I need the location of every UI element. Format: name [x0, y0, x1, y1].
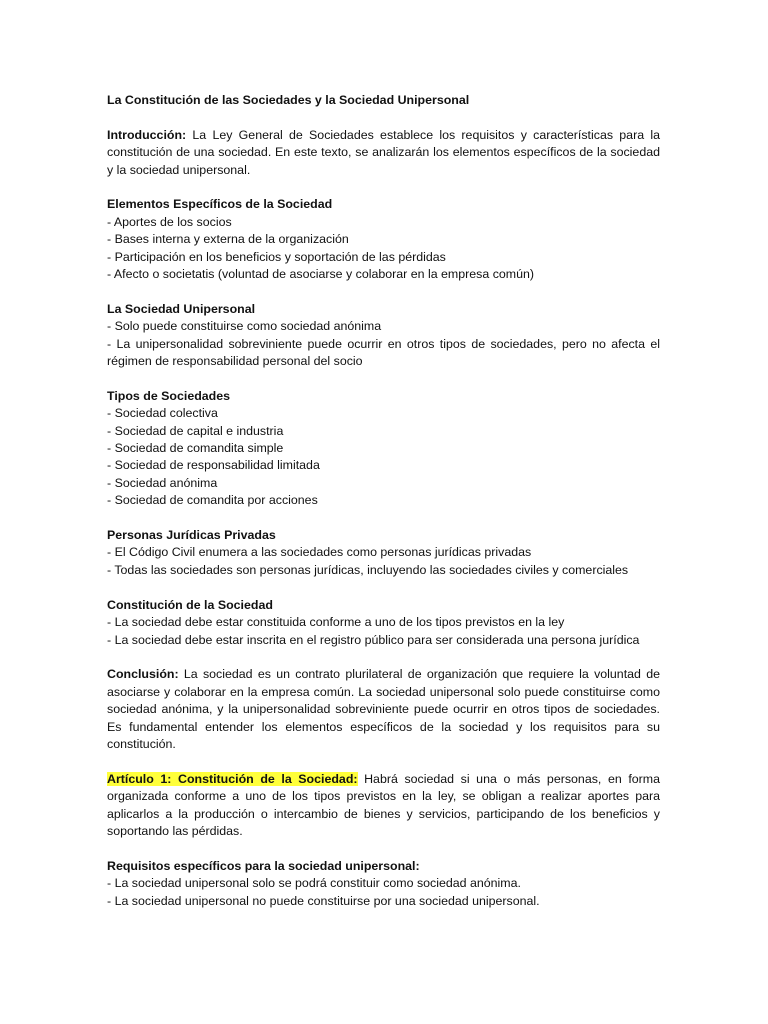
- constitucion-section: [107, 597, 660, 649]
- list-item: - Sociedad de comandita por acciones: [107, 493, 318, 508]
- list-item: - La sociedad unipersonal no puede constituirse por una sociedad unipersonal.: [107, 893, 540, 908]
- conclusion-paragraph: [107, 666, 660, 753]
- list-item: - La unipersonalidad sobreviniente puede ocurrir en otros tipos de sociedades, pero no afecta el régimen de responsabilidad personal del socio: [107, 336, 660, 369]
- articulo-lead-highlighted: Artículo 1: Constitución de la Sociedad:: [107, 771, 358, 786]
- list-item: - Sociedad colectiva: [107, 406, 218, 421]
- elementos-heading: Elementos Específicos de la Sociedad: [107, 197, 333, 212]
- requisitos-heading: Requisitos específicos para la sociedad unipersonal:: [107, 858, 420, 873]
- list-item: - Solo puede constituirse como sociedad anónima: [107, 319, 382, 334]
- introduction-lead: Introducción:: [107, 127, 187, 142]
- list-item: - Sociedad de capital e industria: [107, 423, 284, 438]
- list-item: - La sociedad debe estar constituida conforme a uno de los tipos previstos en la ley: [107, 615, 565, 630]
- elementos-section: [107, 196, 660, 283]
- list-item: - Sociedad de responsabilidad limitada: [107, 458, 320, 473]
- introduction-text: La Ley General de Sociedades establece los requisitos y características para la constitución de una sociedad. En este texto, se analizarán los elementos específicos de la sociedad y la sociedad unipersonal.: [107, 127, 660, 177]
- list-item: - Aportes de los socios: [107, 214, 232, 229]
- articulo-paragraph: [107, 771, 660, 841]
- list-item: - Bases interna y externa de la organización: [107, 232, 349, 247]
- list-item: - La sociedad debe estar inscrita en el registro público para ser considerada una persona jurídica: [107, 632, 640, 647]
- document-title: La Constitución de las Sociedades y la Sociedad Unipersonal: [107, 93, 470, 107]
- list-item: - La sociedad unipersonal solo se podrá constituir como sociedad anónima.: [107, 876, 521, 891]
- list-item: - Afecto o societatis (voluntad de asociarse y colaborar en la empresa común): [107, 267, 535, 282]
- list-item: - Sociedad anónima: [107, 475, 218, 490]
- requisitos-section: [107, 858, 660, 910]
- list-item: - El Código Civil enumera a las sociedades como personas jurídicas privadas: [107, 545, 532, 560]
- unipersonal-section: [107, 301, 660, 371]
- constitucion-heading: Constitución de la Sociedad: [107, 597, 273, 612]
- list-item: - Todas las sociedades son personas jurídicas, incluyendo las sociedades civiles y comerciales: [107, 562, 629, 577]
- personas-section: [107, 527, 660, 579]
- conclusion-text: La sociedad es un contrato plurilateral de organización que requiere la voluntad de asociarse y colaborar en la empresa común. La sociedad unipersonal solo puede constituirse como sociedad anónima, y la unipersonalidad sobreviniente puede ocurrir en otros tipos de sociedades. Es fundamental entender los elementos específicos de la sociedad y los requisitos para su constitución.: [107, 667, 660, 751]
- document-page: [107, 92, 660, 927]
- personas-heading: Personas Jurídicas Privadas: [107, 528, 276, 543]
- list-item: - Participación en los beneficios y soportación de las pérdidas: [107, 249, 446, 264]
- tipos-heading: Tipos de Sociedades: [107, 388, 231, 403]
- tipos-section: [107, 388, 660, 510]
- unipersonal-heading: La Sociedad Unipersonal: [107, 301, 256, 316]
- list-item: - Sociedad de comandita simple: [107, 441, 284, 456]
- articulo-text: Habrá sociedad si una o más personas, en forma organizada conforme a uno de los tipos previstos en la ley, se obligan a realizar aportes para aplicarlos a la producción o intercambio de bienes y servicios, participando de los beneficios y soportando las pérdidas.: [107, 771, 660, 838]
- conclusion-lead: Conclusión:: [107, 667, 179, 682]
- introduction-paragraph: [107, 127, 660, 179]
